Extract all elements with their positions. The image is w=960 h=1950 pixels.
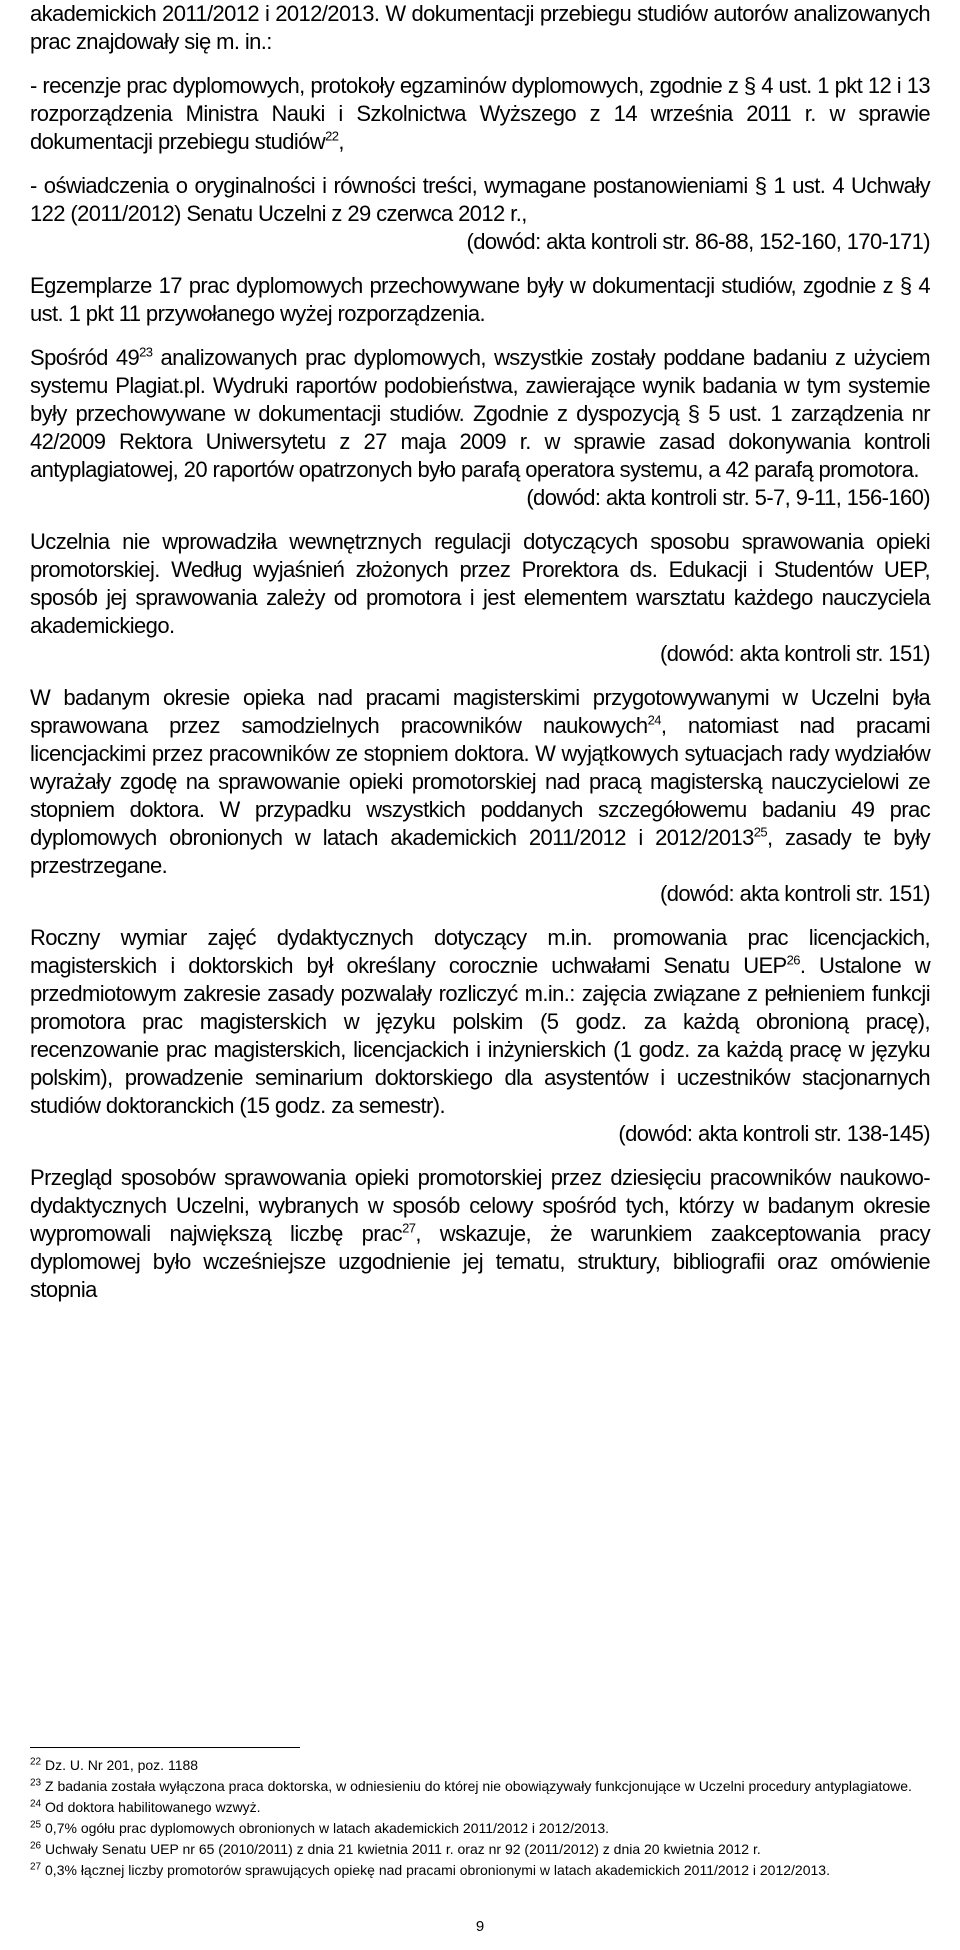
footnote-text: Od doktora habilitowanego wzwyż.: [45, 1799, 261, 1815]
footnote-item: [30, 1861, 930, 1880]
paragraph-regulacje: [30, 528, 930, 668]
footnote-item: [30, 1756, 930, 1775]
evidence-note: (dowód: akta kontroli str. 86-88, 152-160, 170-171): [466, 229, 930, 254]
footnote-item: [30, 1840, 930, 1859]
footnote-ref[interactable]: 26: [786, 952, 800, 968]
footnote-ref[interactable]: 24: [647, 712, 661, 728]
page-number: 9: [475, 1918, 485, 1935]
footnote-ref[interactable]: 22: [325, 128, 339, 144]
footnote-text: 0,7% ogółu prac dyplomowych obronionych w latach akademickich 2011/2012 i 2012/2013.: [45, 1820, 610, 1836]
paragraph-text: Spośród 49: [30, 345, 140, 370]
footnote-ref[interactable]: 27: [402, 1220, 416, 1236]
evidence-note: (dowód: akta kontroli str. 151): [660, 881, 930, 906]
paragraph-text: akademickich 2011/2012 i 2012/2013. W dokumentacji przebiegu studiów autorów analizowanych prac znajdowały się m. in.:: [30, 1, 930, 54]
footnotes-section: [30, 1756, 930, 1882]
footnote-text: Dz. U. Nr 201, poz. 1188: [45, 1757, 199, 1773]
paragraph-plagiat: [30, 344, 930, 512]
footnote-text: Uchwały Senatu UEP nr 65 (2010/2011) z dnia 21 kwietnia 2011 r. oraz nr 92 (2011/2012) z dnia 20 kwietnia 2012 r.: [45, 1841, 761, 1857]
paragraph-text: W badanym okresie opieka nad pracami magisterskimi przygotowywanymi w Uczelni była sprawowana przez samodzielnych pracowników naukowych: [30, 685, 930, 738]
paragraph-text: - oświadczenia o oryginalności i równości treści, wymagane postanowieniami § 1 ust. 4 Uchwały 122 (2011/2012) Senatu Uczelni z 29 czerwca 2012 r.,: [30, 173, 930, 226]
paragraph-przeglad: [30, 1164, 930, 1304]
paragraph-text: , natomiast nad pracami licencjackimi przez pracowników ze stopniem doktora. W wyjątkowych sytuacjach rady wydziałów wyrażały zgodę na sprawowanie opieki promotorskiej nad pracą magisterską nauczycielowi ze stopniem doktora. W przypadku wszystkich poddanych szczegółowemu badaniu 49 prac dyplomowych obronionych w latach akademickich 2011/2012 i 2012/2013: [30, 713, 930, 850]
paragraph-text: Uczelnia nie wprowadziła wewnętrznych regulacji dotyczących sposobu sprawowania opieki promotorskiej. Według wyjaśnień złożonych przez Prorektora ds. Edukacji i Studentów UEP, sposób jej sprawowania zależy od promotora i jest elementem warsztatu każdego nauczyciela akademickiego.: [30, 529, 930, 638]
evidence-note: (dowód: akta kontroli str. 151): [660, 641, 930, 666]
footnote-number: 23: [30, 1777, 42, 1789]
paragraph-text: - recenzje prac dyplomowych, protokoły egzaminów dyplomowych, zgodnie z § 4 ust. 1 pkt 12 i 13 rozporządzenia Ministra Nauki i Szkolnictwa Wyższego z 14 września 2011 r. w sprawie dokumentacji przebiegu studiów: [30, 73, 930, 154]
footnote-ref[interactable]: 25: [753, 824, 768, 840]
footnote-number: 26: [30, 1840, 42, 1852]
footnote-number: 27: [30, 1861, 42, 1873]
paragraph-intro: [30, 0, 930, 56]
paragraph-text: Egzemplarze 17 prac dyplomowych przechowywane były w dokumentacji studiów, zgodnie z § 4 ust. 1 pkt 11 przywołanego wyżej rozporządzenia.: [30, 273, 930, 326]
paragraph-list-item-recenzje: [30, 72, 930, 156]
paragraph-text: , wskazuje, że warunkiem zaakceptowania pracy dyplomowej było wcześniejsze uzgodnienie jej tematu, struktury, bibliografii oraz omówienie stopnia: [30, 1221, 930, 1302]
footnote-number: 25: [30, 1819, 42, 1831]
paragraph-text: ,: [338, 129, 344, 154]
document-body: [30, 0, 930, 1320]
footnote-item: [30, 1798, 930, 1817]
footnote-ref[interactable]: 23: [139, 344, 153, 360]
paragraph-opieka: [30, 684, 930, 908]
footnote-item: [30, 1777, 930, 1796]
paragraph-text: , zasady te były przestrzegane.: [30, 825, 930, 878]
paragraph-text: Przegląd sposobów sprawowania opieki promotorskiej przez dziesięciu pracowników naukowo-dydaktycznych Uczelni, wybranych w sposób celowy spośród tych, którzy w badanym okresie wypromowali największą liczbę prac: [30, 1165, 930, 1246]
footnote-item: [30, 1819, 930, 1838]
paragraph-wymiar-zajec: [30, 924, 930, 1148]
paragraph-text: analizowanych prac dyplomowych, wszystkie zostały poddane badaniu z użyciem systemu Plagiat.pl. Wydruki raportów podobieństwa, zawierające wynik badania w tym systemie były przechowywane w dokumentacji studiów. Zgodnie z dyspozycją § 5 ust. 1 zarządzenia nr 42/2009 Rektora Uniwersytetu z 27 maja 2009 r. w sprawie zasad dokonywania kontroli antyplagiatowej, 20 raportów opatrzonych było parafą operatora systemu, a 42 parafą promotora.: [30, 345, 930, 482]
paragraph-list-item-oswiadczenia: [30, 172, 930, 256]
paragraph-egzemplarze: [30, 272, 930, 328]
footnote-number: 24: [30, 1798, 42, 1810]
footnote-text: Z badania została wyłączona praca doktorska, w odniesieniu do której nie obowiązywały funkcjonujące w Uczelni procedury antyplagiatowe.: [45, 1778, 912, 1794]
footnote-text: 0,3% łącznej liczby promotorów sprawujących opiekę nad pracami obronionymi w latach akademickich 2011/2012 i 2012/2013.: [45, 1862, 830, 1878]
paragraph-text: . Ustalone w przedmiotowym zakresie zasady pozwalały rozliczyć m.in.: zajęcia związane z pełnieniem funkcji promotora prac magisterskich w języku polskim (5 godz. za każdą obronioną pracę), recenzowanie prac magisterskich, licencjackich i inżynierskich (1 godz. za każdą pracę w języku polskim), prowadzenie seminarium doktorskiego dla asystentów i uczestników stacjonarnych studiów doktoranckich (15 godz. za semestr).: [30, 953, 931, 1118]
evidence-note: (dowód: akta kontroli str. 138-145): [618, 1121, 930, 1146]
footnote-divider: [30, 1747, 300, 1748]
paragraph-text: Roczny wymiar zajęć dydaktycznych dotyczący m.in. promowania prac licencjackich, magisterskich i doktorskich był określany corocznie uchwałami Senatu UEP: [30, 925, 930, 978]
footnote-number: 22: [30, 1756, 42, 1768]
evidence-note: (dowód: akta kontroli str. 5-7, 9-11, 156-160): [526, 485, 930, 510]
